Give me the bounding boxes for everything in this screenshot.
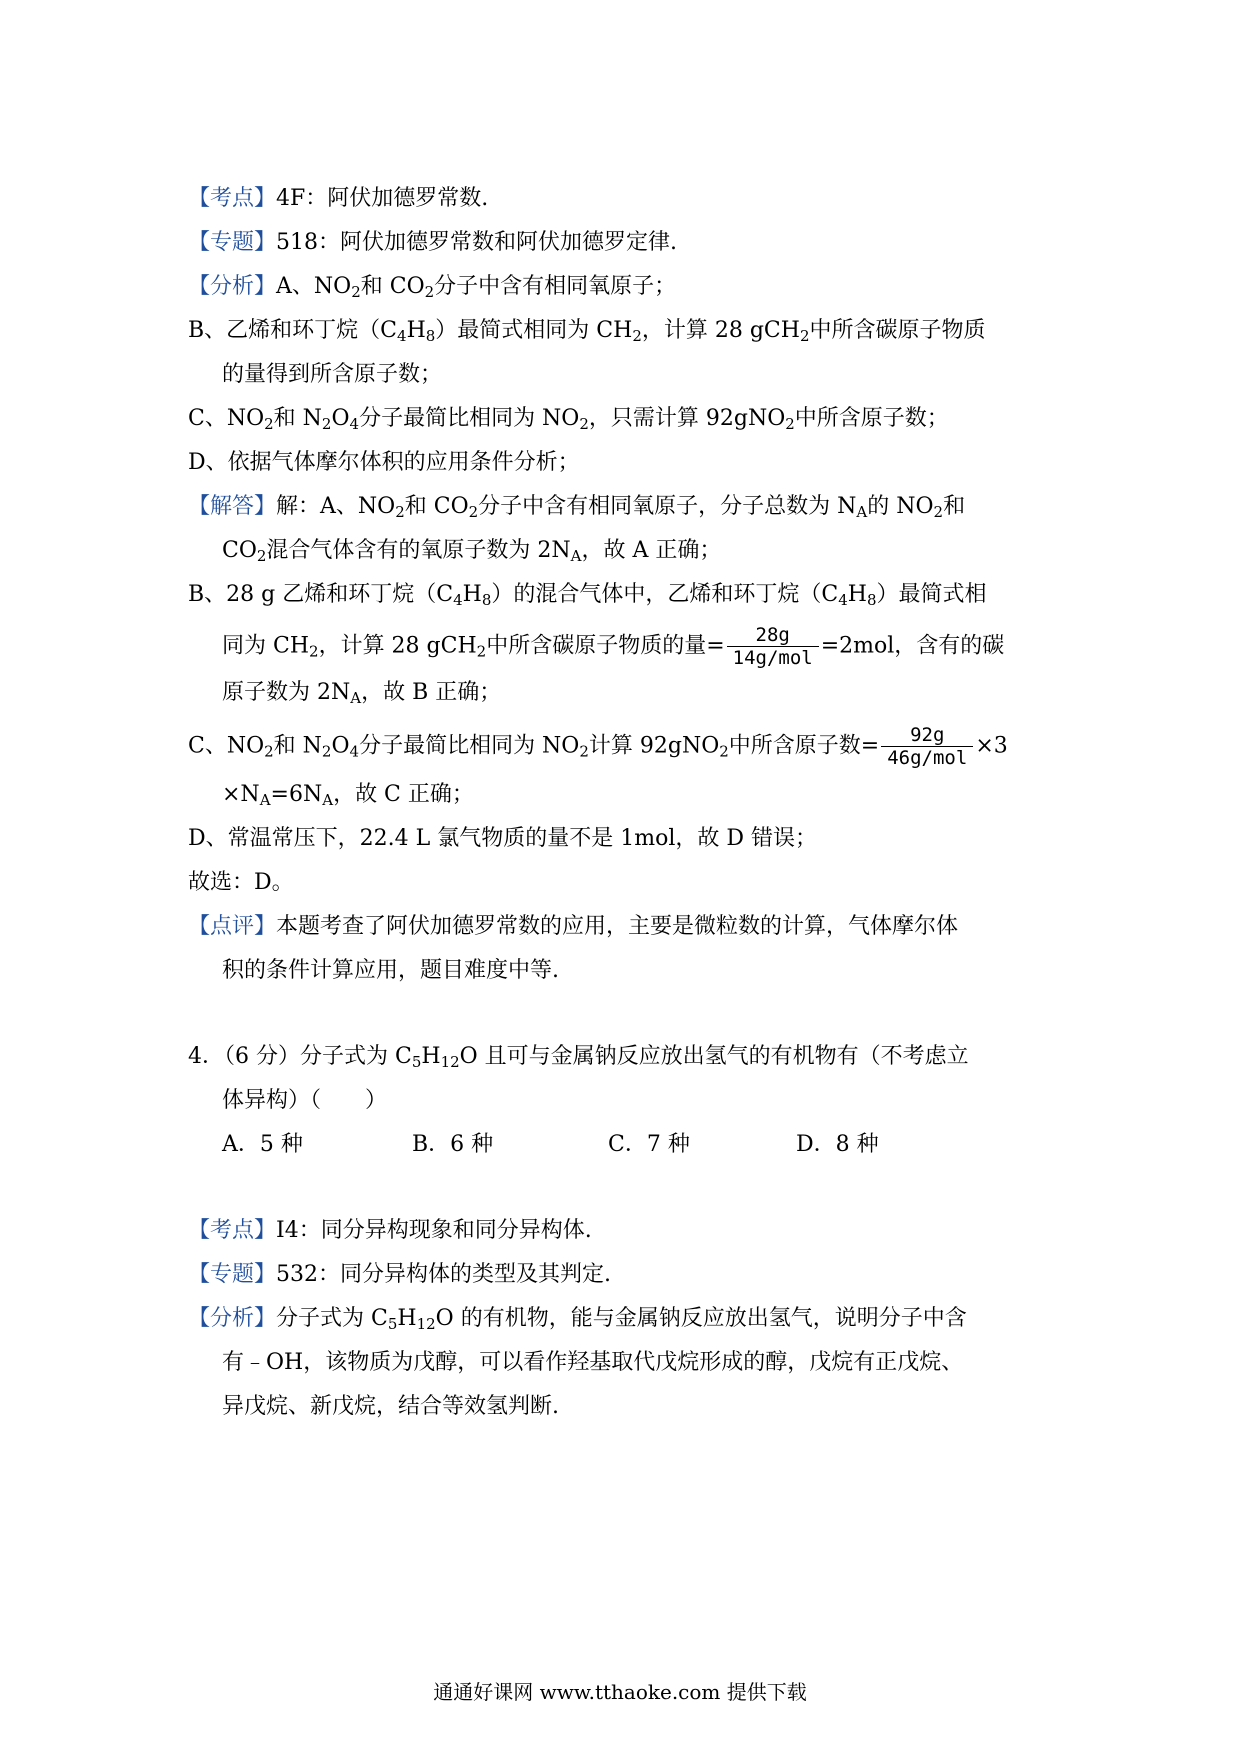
text: 分子最简比相同为 NO [359, 733, 580, 759]
text: H [847, 582, 867, 607]
subscript: 2 [719, 742, 729, 761]
subscript: 2 [256, 547, 267, 565]
text: O 且可与金属钠反应放出氢气的有机物有（不考虑立 [459, 1044, 969, 1069]
footer-source: 通通好课网 www.tthaoke.com 提供下载 [433, 1680, 807, 1704]
kaodian-line [188, 184, 488, 214]
text: C、NO [188, 733, 265, 759]
text: B、乙烯和环丁烷（C [188, 318, 398, 343]
subscript: 2 [632, 327, 642, 345]
subscript: A [322, 791, 334, 809]
subscript: 2 [799, 327, 810, 345]
jieda-c-line1 [188, 724, 1008, 769]
subscript: 2 [424, 283, 435, 301]
kaodian-tag: 【考点】 [188, 186, 277, 211]
subscript: 4 [349, 742, 360, 761]
dianping-line [188, 912, 958, 942]
option-a[interactable]: A．5 种 [222, 1132, 303, 1157]
subscript: 2 [785, 415, 795, 433]
text: 分子中含有相同氧原子，分子总数为 N [478, 494, 857, 519]
text: =6N [270, 782, 323, 807]
dianping-tag: 【点评】 [188, 914, 277, 939]
text: C、NO [188, 406, 265, 431]
subscript: A [570, 547, 582, 565]
subscript: 8 [481, 591, 492, 609]
text: ，故 B 正确； [361, 680, 502, 705]
subscript: 2 [468, 503, 479, 521]
subscript: 5 [387, 1315, 398, 1333]
text: H [406, 318, 426, 343]
subscript: 4 [349, 415, 360, 433]
subscript: 2 [264, 742, 274, 761]
zhuanti-text: 518：阿伏加德罗常数和阿伏加德罗定律. [276, 230, 678, 255]
text: 解：A、NO [276, 494, 396, 519]
subscript: 4 [453, 591, 463, 609]
subscript: 2 [309, 642, 319, 661]
q4-fenxi-line [188, 1304, 967, 1334]
text: CO [222, 538, 257, 563]
text: H [397, 1306, 417, 1331]
zhuanti-line [188, 228, 677, 258]
text: ，只需计算 92gNO [588, 406, 786, 431]
text: 的 NO [867, 494, 934, 519]
dianping-line2: 积的条件计算应用，题目难度中等. [222, 958, 559, 983]
text: 混合气体含有的氧原子数为 2N [266, 538, 571, 563]
fenxi-tag: 【分析】 [188, 274, 277, 299]
text: 计算 92gNO [588, 733, 720, 759]
text: 和 CO [360, 274, 425, 299]
subscript: 2 [351, 283, 361, 301]
subscript: 12 [416, 1315, 436, 1333]
subscript: 2 [321, 415, 332, 433]
q4-kaodian-line [188, 1216, 592, 1246]
subscript: 2 [476, 642, 487, 661]
subscript: 5 [411, 1053, 422, 1071]
fraction-numerator: 92g [881, 724, 973, 747]
subscript: 8 [866, 591, 877, 609]
jieda-d-line: D、常温常压下，22.4 L 氯气物质的量不是 1mol，故 D 错误； [188, 826, 817, 851]
subscript: 2 [579, 742, 589, 761]
subscript: 2 [321, 742, 332, 761]
jieda-a-line2 [222, 536, 721, 566]
text: 中所含碳原子物质的量= [486, 633, 725, 659]
question4-stem2: 体异构）（ ） [222, 1088, 388, 1113]
text: 和 [943, 494, 966, 519]
answer-line: 故选：D。 [188, 870, 294, 895]
jieda-b-line1 [188, 580, 987, 610]
text: ）最简式相同为 CH [435, 318, 633, 343]
text: ）最简式相 [876, 582, 987, 607]
text: 和 N [273, 406, 322, 431]
text: I4：同分异构现象和同分异构体. [276, 1218, 592, 1243]
jieda-b-line3 [222, 678, 501, 708]
jieda-c-line2 [222, 780, 474, 810]
subscript: 2 [579, 415, 589, 433]
question4-options [222, 1130, 879, 1160]
text: B、28 g 乙烯和环丁烷（C [188, 582, 454, 607]
subscript: A [259, 791, 271, 809]
text: O [331, 733, 350, 759]
subscript: A [350, 689, 362, 707]
fraction-numerator: 28g [727, 624, 819, 647]
fenxi-d-line: D、依据气体摩尔体积的应用条件分析； [188, 450, 580, 475]
text: 532：同分异构体的类型及其判定. [276, 1262, 612, 1287]
text: 同为 CH [222, 633, 310, 659]
subscript: A [856, 503, 868, 521]
text: 分子中含有相同氧原子； [434, 274, 677, 299]
fenxi-line [188, 272, 676, 302]
subscript: 2 [395, 503, 405, 521]
option-b[interactable]: B．6 种 [412, 1132, 494, 1157]
text: H [462, 582, 482, 607]
fenxi-c-line [188, 404, 949, 434]
question4-stem [188, 1042, 969, 1072]
subscript: 12 [440, 1053, 460, 1071]
subscript: 4 [397, 327, 407, 345]
fraction-28g [727, 624, 819, 669]
q4-fenxi-line2: 有﹣OH，该物质为戊醇，可以看作羟基取代戊烷形成的醇，戊烷有正戊烷、 [222, 1350, 964, 1375]
text: O 的有机物，能与金属钠反应放出氢气，说明分子中含 [435, 1306, 967, 1331]
jieda-b-line2 [222, 624, 1004, 669]
option-d[interactable]: D．8 种 [796, 1132, 879, 1157]
jieda-tag: 【解答】 [188, 494, 277, 519]
kaodian-text: 4F：阿伏加德罗常数. [276, 186, 489, 211]
zhuanti-tag: 【专题】 [188, 230, 277, 255]
text: 中所含原子数； [794, 406, 949, 431]
text: 分子式为 C [276, 1306, 388, 1331]
fenxi-b-line2: 的量得到所含原子数； [222, 362, 443, 387]
subscript: 8 [425, 327, 436, 345]
zhuanti-tag: 【专题】 [188, 1262, 277, 1287]
fenxi-b-line1 [188, 316, 986, 346]
q4-fenxi-line3: 异戊烷、新戊烷，结合等效氢判断. [222, 1394, 559, 1419]
text: H [421, 1044, 441, 1069]
fraction-92g [881, 724, 973, 769]
text: ，故 A 正确； [581, 538, 722, 563]
text: =2mol，含有的碳 [820, 633, 1005, 659]
text: 本题考查了阿伏加德罗常数的应用，主要是微粒数的计算，气体摩尔体 [276, 914, 959, 939]
text: ，故 C 正确； [333, 782, 474, 807]
text: A、NO [276, 274, 352, 299]
option-c[interactable]: C．7 种 [608, 1132, 690, 1157]
fenxi-tag: 【分析】 [188, 1306, 277, 1331]
text: ，计算 28 gCH [641, 318, 800, 343]
text: ×3 [975, 733, 1008, 759]
text: 4．（6 分）分子式为 C [188, 1044, 412, 1069]
text: O [331, 406, 350, 431]
kaodian-tag: 【考点】 [188, 1218, 277, 1243]
jieda-line [188, 492, 965, 522]
text: ×N [222, 782, 260, 807]
fraction-denominator: 14g/mol [732, 647, 813, 669]
text: 中所含原子数= [728, 733, 880, 759]
q4-zhuanti-line [188, 1260, 611, 1290]
subscript: 2 [933, 503, 944, 521]
subscript: 2 [264, 415, 274, 433]
text: 中所含碳原子物质 [809, 318, 986, 343]
subscript: 4 [838, 591, 848, 609]
text: ）的混合气体中，乙烯和环丁烷（C [491, 582, 839, 607]
text: 分子最简比相同为 NO [359, 406, 580, 431]
text: 原子数为 2N [222, 680, 351, 705]
text: 和 CO [404, 494, 469, 519]
text: 和 N [273, 733, 322, 759]
fraction-denominator: 46g/mol [887, 747, 968, 769]
text: ，计算 28 gCH [318, 633, 477, 659]
